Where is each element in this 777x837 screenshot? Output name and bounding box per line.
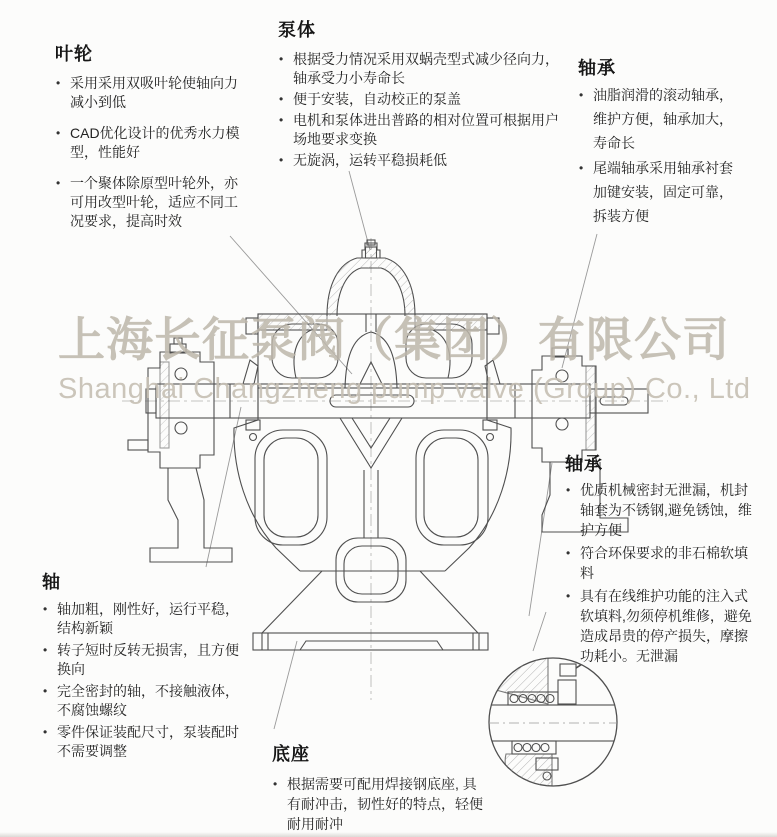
feature-bullet: • 符合环保要求的非石棉软填料 [565, 543, 755, 583]
section-bearing-right-heading: 轴承 [565, 454, 603, 474]
feature-bullet: • 轴加粗，刚性好，运行平稳，结构新颖 [42, 600, 246, 638]
watermark-chinese: 上海长征泵阀（集团）有限公司 [58, 313, 730, 366]
section-shaft [42, 568, 246, 764]
feature-bullet: • 便于安装，自动校正的泵盖 [278, 90, 565, 109]
section-bearing-top-heading: 轴承 [578, 58, 616, 78]
feature-bullet: • 油脂润滑的滚动轴承，维护方便，轴承加大，寿命长 [578, 83, 746, 155]
feature-bullet: • 一个聚体除原型叶轮外，亦可用改型叶轮，适应不同工况要求，提高时效 [55, 174, 242, 231]
section-bearing-right-list [565, 480, 755, 666]
feature-bullet: • 电机和泵体进出普路的相对位置可根据用户场地要求变换 [278, 111, 565, 149]
section-shaft-list [42, 600, 246, 761]
feature-bullet: • 完全密封的轴，不接触液体，不腐蚀螺纹 [42, 682, 246, 720]
section-pump-body-list [278, 50, 565, 170]
feature-bullet: • 采用采用双吸叶轮使轴向力减小到低 [55, 74, 242, 112]
watermark-english: Shanghai Changzheng pump valve (Group) Co., Ltd [58, 373, 751, 405]
section-impeller-heading: 叶轮 [55, 44, 93, 64]
section-base [272, 740, 486, 834]
section-base-heading: 底座 [272, 744, 310, 764]
feature-bullet: • 优质机械密封无泄漏，机封轴套为不锈钢,避免锈蚀，维护方便 [565, 480, 755, 540]
section-pump-body-heading: 泵体 [278, 20, 316, 40]
section-shaft-heading: 轴 [42, 572, 61, 592]
section-base-list [272, 774, 486, 834]
feature-bullet: • 根据受力情况采用双蜗壳型式减少径向力，轴承受力小寿命长 [278, 50, 565, 88]
feature-bullet: • 无旋涡，运转平稳损耗低 [278, 151, 565, 170]
feature-bullet: • 零件保证装配尺寸，泵装配时不需要调整 [42, 723, 246, 761]
feature-bullet: • 根据需要可配用焊接钢底座, 具有耐冲击，韧性好的特点，轻便耐用耐冲 [272, 774, 486, 834]
feature-bullet: • 转子短时反转无损害，且方便换向 [42, 641, 246, 679]
section-pump-body [278, 16, 565, 172]
section-impeller [55, 40, 242, 243]
feature-bullet: • CAD优化设计的优秀水力模型，性能好 [55, 124, 242, 162]
feature-bullet: • 尾端轴承采用轴承衬套加键安装，固定可靠，拆装方便 [578, 156, 746, 228]
section-impeller-list [55, 74, 242, 231]
feature-bullet: • 具有在线维护功能的注入式软填料,勿须停机维修，避免造成昂贵的停产损失，摩擦功耗小。无泄漏 [565, 586, 755, 666]
bottom-edge-divider [0, 832, 777, 837]
section-bearing-top [578, 54, 746, 229]
leader-lines [206, 171, 597, 729]
section-bearing-top-list [578, 83, 746, 228]
section-bearing-right [565, 450, 755, 669]
